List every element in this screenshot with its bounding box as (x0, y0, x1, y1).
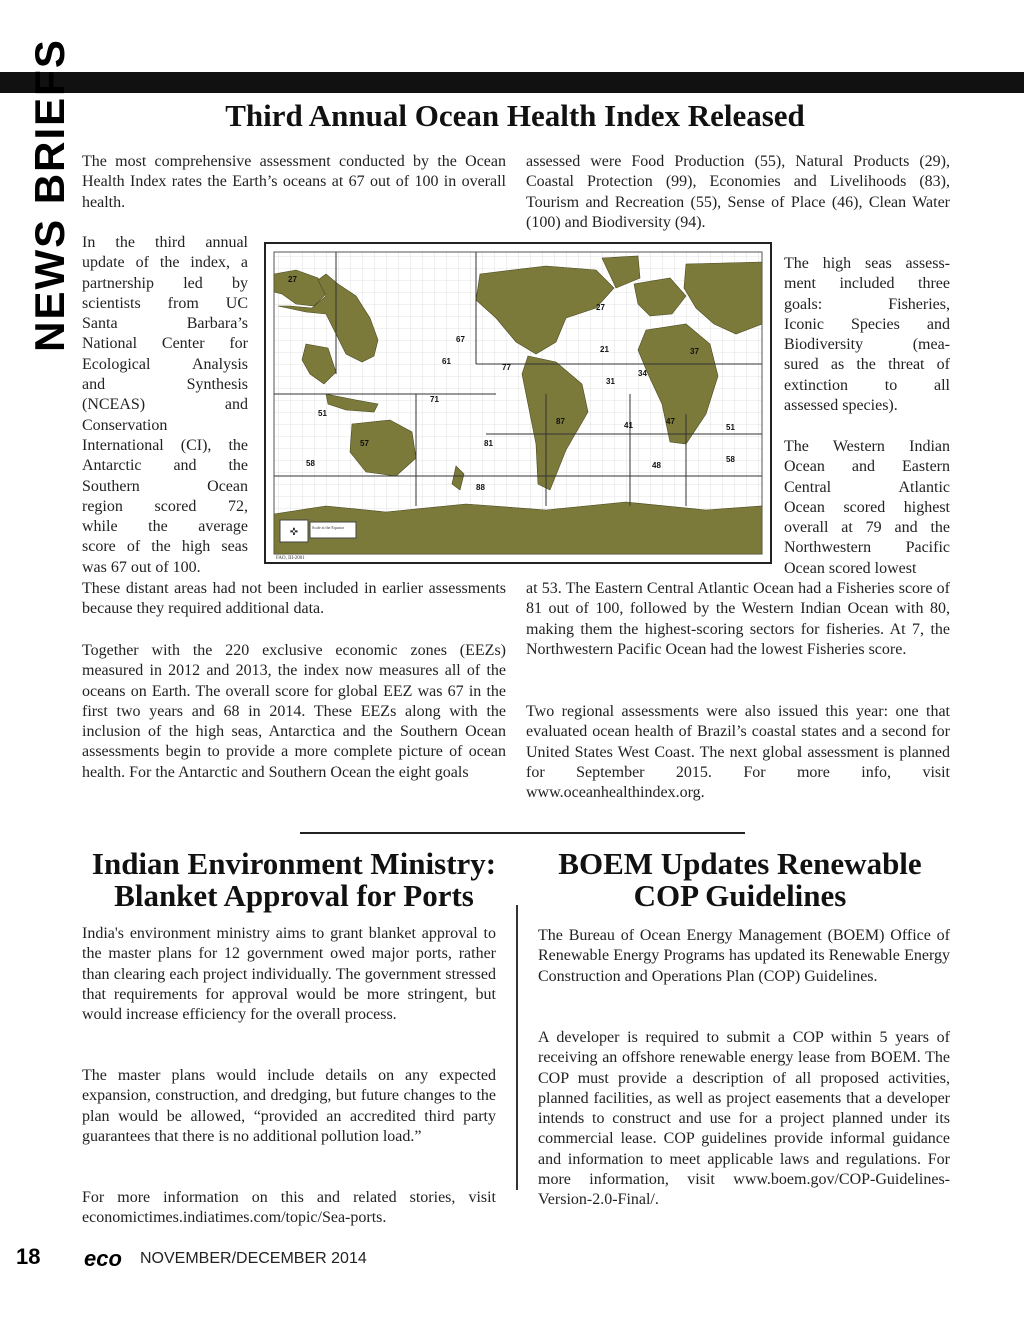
map-credit: FAO, III-2001 (276, 556, 305, 561)
map-zone-label: 34 (638, 369, 647, 378)
map-zone-label: 47 (666, 417, 675, 426)
map-zone-label: 77 (502, 363, 511, 372)
text-line: region scored 72, (82, 497, 248, 515)
article-intro: The most comprehensive assessment conducted by the Ocean Health Index rates the Earth’s oceans at 67 out of 100 in overall health. (82, 153, 506, 211)
article-side-para-1 (784, 254, 950, 416)
article3-para-1: The Bureau of Ocean Energy Management (BOEM) Office of Renewable Energy Programs has updated its Renewable Energy Construction and Operations Plan (COP) Guidelines. (538, 927, 950, 985)
article2-para-2: The master plans would include details on any expected expansion, construction, and dredging, but future changes to the plan would be allowed, “provided an accredited third party guarantees that there is no additional pollution load.” (82, 1067, 496, 1145)
issue-date: NOVEMBER/DECEMBER 2014 (140, 1250, 367, 1267)
article2-title: Indian Environment Ministry: Blanket Approval for Ports (91, 846, 497, 913)
text-line: (NCEAS) and (82, 396, 248, 414)
section-label: NEWS BRIEFS (26, 38, 73, 352)
article-col2-para-4: Two regional assessments were also issued this year: one that evaluated ocean health of Brazil’s coastal states and a second for United States West Coast. The next global assessment is planned for September 2015. For more info, visit www.oceanhealthindex.org. (526, 703, 950, 802)
text-line: Northwestern Pacific (784, 539, 950, 557)
map-zone-label: 21 (600, 345, 609, 354)
article-side-para-2 (784, 437, 950, 579)
map-zone-label: 57 (360, 439, 369, 448)
text-line: Southern Ocean (82, 477, 248, 495)
text-line: Ecological Analysis (82, 355, 248, 373)
text-line: was 67 out of 100. (82, 558, 201, 576)
map-zone-label: 51 (726, 423, 735, 432)
article2-para-3: For more information on this and related stories, visit economictimes.indiatimes.com/topic/Sea-ports. (82, 1189, 496, 1227)
text-line: assessed species). (784, 397, 898, 415)
column-divider (516, 905, 518, 1190)
text-line: ment included three (784, 275, 950, 293)
text-line: Central Atlantic (784, 478, 950, 496)
header-bar (0, 72, 1024, 93)
map-zone-label: 67 (456, 335, 465, 344)
article-para-2 (82, 233, 248, 578)
article-title: Third Annual Ocean Health Index Released (225, 98, 805, 133)
text-line: The high seas assess- (784, 255, 950, 272)
article3-title: BOEM Updates Renewable COP Guidelines (558, 846, 922, 913)
article-para-3: Together with the 220 exclusive economic zones (EEZs) measured in 2012 and 2013, the index now measures all of the oceans on Earth. The overall score for global EEZ was 67 in the first two years and 68 in 2014. These EEZs along with the inclusion of the high seas, Antarctica and the Southern Ocean assessments begin to provide a more complete picture of ocean health. For the Antarctic and Southern Ocean the eight goals (82, 642, 506, 781)
map-zone-label: 27 (288, 275, 297, 284)
map-zone-label: 27 (596, 303, 605, 312)
map-zone-label: 71 (430, 395, 439, 404)
text-line: partnership led by (82, 274, 248, 292)
text-line: update of the index, a (82, 254, 248, 272)
section-divider (300, 832, 745, 834)
text-line: National Center for (82, 335, 248, 353)
article-col2-para-3: at 53. The Eastern Central Atlantic Ocean had a Fisheries score of 81 out of 100, followed by the Western Indian Ocean with 80, making them the highest-scoring sectors for fisheries. At 7, the Northwestern Pacific Ocean had the lowest Fisheries score. (526, 580, 950, 658)
text-line: Iconic Species and (784, 315, 950, 333)
scale-label: Scale at the Equator (312, 525, 345, 530)
text-line: International (CI), the (82, 436, 248, 454)
fao-fishing-areas-map (264, 242, 772, 564)
magazine-logo: eco (84, 1246, 122, 1271)
svg-text:✜: ✜ (289, 527, 299, 538)
map-zone-label: 88 (476, 483, 485, 492)
text-line: scientists from UC (82, 294, 248, 312)
text-line: Ocean scored lowest (784, 559, 917, 577)
map-zone-label: 58 (726, 455, 735, 464)
text-line: Biodiversity (mea- (784, 336, 950, 354)
map-zone-label: 51 (318, 409, 327, 418)
map-zone-label: 87 (556, 417, 565, 426)
text-line: Ocean and Eastern (784, 458, 950, 476)
article3-para-2: A developer is required to submit a COP within 5 years of receiving an offshore renewable energy lease from BOEM. The COP must provide a description of all proposed activities, planned facilities, as well as project easements that a developer intends to construct and use for a project planned under its commercial lease. COP guidelines provide informal guidance and information to meet applicable laws and regulations. For more information, visit www.boem.gov/COP-Guidelines-Version-2.0-Final/. (538, 1029, 950, 1209)
article2-para-1: India's environment ministry aims to grant blanket approval to the master plans for 12 government owed major ports, rather than clearing each project individually. The government stressed that requirements for approval would be more stringent, but would increase efficiency for the overall process. (82, 925, 496, 1024)
map-zone-label: 37 (690, 347, 699, 356)
page-number: 18 (16, 1244, 41, 1269)
map-zone-label: 31 (606, 377, 615, 386)
text-line: Antarctic and the (82, 457, 248, 475)
text-line: The Western Indian (784, 438, 950, 455)
text-line: extinction to all (784, 376, 950, 394)
map-zone-label: 81 (484, 439, 493, 448)
map-zone-label: 61 (442, 357, 451, 366)
text-line: Santa Barbara’s (82, 315, 248, 333)
map-svg (266, 244, 770, 562)
article-para-2-tail: These distant areas had not been included in earlier assessments because they required additional data. (82, 580, 506, 618)
text-line: score of the high seas (82, 538, 248, 556)
text-line: while the average (82, 518, 248, 536)
text-line: and Synthesis (82, 376, 248, 394)
map-zone-label: 41 (624, 421, 633, 430)
text-line: Ocean scored highest (784, 498, 950, 516)
text-line: goals: Fisheries, (784, 295, 950, 313)
text-line: overall at 79 and the (784, 519, 950, 537)
text-line: Conservation (82, 416, 168, 434)
text-line: In the third annual (82, 234, 248, 251)
article-col2-para-1: assessed were Food Production (55), Natural Products (29), Coastal Protection (99), Economies and Livelihoods (83), Tourism and Recreation (55), Sense of Place (46), Clean Water (100) and Biodiversity (94). (526, 153, 950, 231)
map-zone-label: 58 (306, 459, 315, 468)
text-line: sured as the threat of (784, 356, 950, 374)
map-zone-label: 48 (652, 461, 661, 470)
